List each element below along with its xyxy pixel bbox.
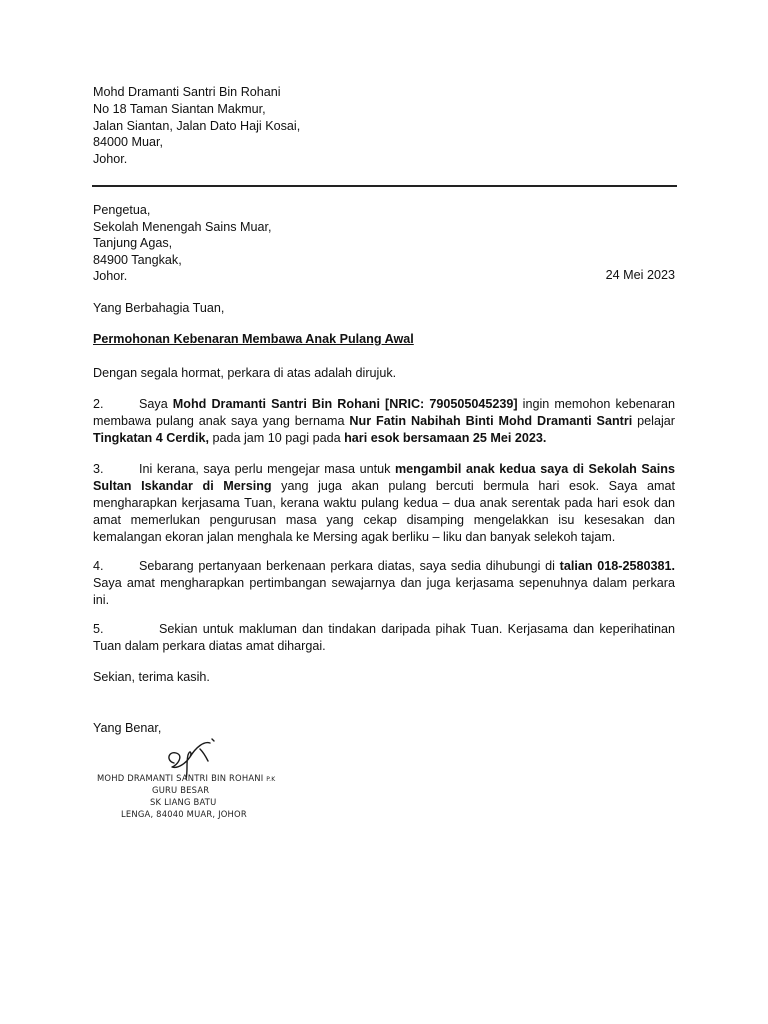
sender-name: Mohd Dramanti Santri Bin Rohani [93, 85, 281, 99]
stamp-name-text: MOHD DRAMANTI SANTRI BIN ROHANI [97, 773, 264, 783]
paragraph-5 [93, 621, 675, 655]
stamp-school: SK LIANG BATU [150, 797, 217, 807]
sender-name-nric: Mohd Dramanti Santri Bin Rohani [NRIC: 790505045239] [172, 397, 518, 411]
paragraph-text: Saya [139, 397, 173, 411]
sender-address-line: No 18 Taman Siantan Makmur, [93, 102, 266, 116]
sender-address-line: 84000 Muar, [93, 135, 164, 149]
opening-line: Dengan segala hormat, perkara di atas adalah dirujuk. [93, 366, 397, 380]
paragraph-number: 2. [93, 397, 104, 411]
closing-line: Sekian, terima kasih. [93, 670, 210, 684]
student-class: Tingkatan 4 Cerdik, [93, 430, 209, 445]
paragraph-text: ingin memohon kebenaran membawa pulang anak saya yang bernama [93, 397, 675, 428]
paragraph-number: 3. [93, 462, 104, 476]
recipient-address-line: Tanjung Agas, [93, 236, 173, 250]
paragraph-3 [93, 461, 675, 546]
recipient-address-line: 84900 Tangkak, [93, 253, 182, 267]
paragraph-text: Saya amat mengharapkan pertimbangan sewajarnya dan juga kerjasama sepenuhnya dalam perkara ini. [93, 575, 675, 607]
phone-number: talian 018-2580381. [559, 559, 675, 573]
second-child-school: mengambil anak kedua saya di Sekolah Sains Sultan Iskandar di Mersing [93, 462, 676, 493]
paragraph-text: pada jam 10 pagi pada [208, 430, 345, 445]
letter-date: 24 Mei 2023 [605, 268, 675, 282]
recipient-title: Pengetua, [93, 203, 151, 217]
header-divider [92, 185, 677, 187]
recipient-address-line: Sekolah Menengah Sains Muar, [93, 220, 272, 234]
paragraph-4 [93, 558, 675, 609]
paragraph-text: yang juga akan pulang bercuti bermula hari esok. Saya amat mengharapkan kerjasama Tuan, kerana waktu pulang kedua – dua anak serentak pada hari esok dan amat memerlukan pengurusan masa yang cekap disamping mengelakkan isu kesesakan dan kemalangan ekoran jalan menghala ke Mersing agak berliku – liku dan banyak selekoh tajam. [93, 478, 675, 544]
paragraph-number: 5. [93, 622, 104, 636]
stamp-name [97, 773, 275, 783]
paragraph-2 [93, 396, 675, 447]
sender-address-line: Jalan Siantan, Jalan Dato Haji Kosai, [93, 119, 301, 133]
paragraph-text: Sebarang pertanyaan berkenaan perkara diatas, saya sedia dihubungi di [139, 559, 560, 573]
letter-subject: Permohonan Kebenaran Membawa Anak Pulang Awal [93, 332, 414, 346]
sender-address-line: Johor. [93, 152, 128, 166]
stamp-suffix: P.K [266, 776, 276, 783]
stamp-position: GURU BESAR [152, 785, 210, 795]
recipient-address-line: Johor. [93, 269, 128, 283]
paragraph-text: Ini kerana, saya perlu mengejar masa untuk [139, 462, 395, 476]
paragraph-text: pelajar [632, 413, 675, 428]
sign-off: Yang Benar, [93, 721, 162, 735]
stamp-address: LENGA, 84040 MUAR, JOHOR [121, 809, 247, 819]
salutation: Yang Berbahagia Tuan, [93, 301, 225, 315]
student-name: Nur Fatin Nabihah Binti Mohd Dramanti Santri [349, 413, 633, 428]
pickup-date: hari esok bersamaan 25 Mei 2023. [344, 430, 547, 445]
paragraph-text: Sekian untuk makluman dan tindakan daripada pihak Tuan. Kerjasama dan keperihatinan Tuan dalam perkara diatas amat dihargai. [93, 622, 675, 653]
paragraph-number: 4. [93, 559, 104, 573]
